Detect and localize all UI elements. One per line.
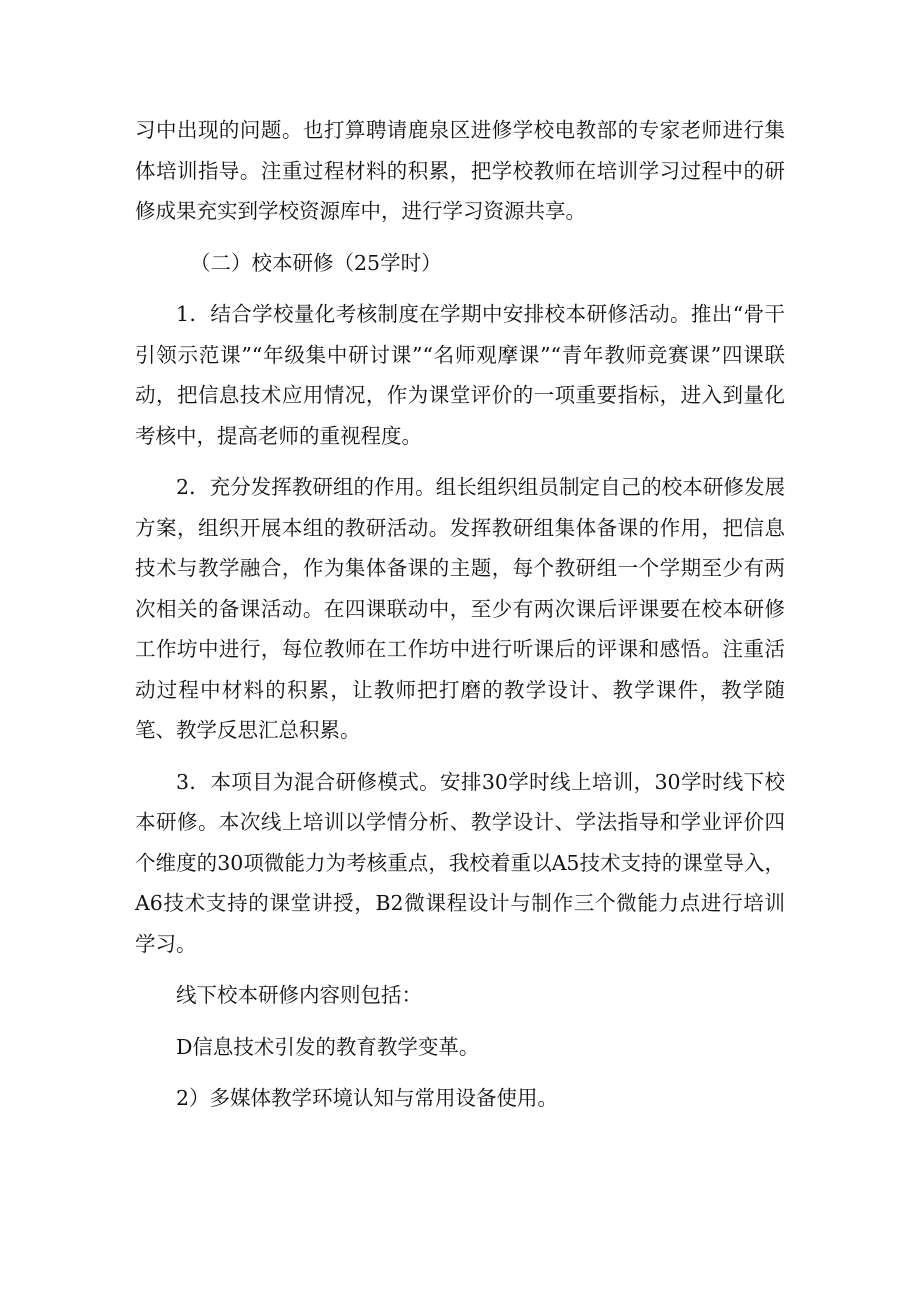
paragraph-offline-intro: 线下校本研修内容则包括： (176, 983, 422, 1007)
list-item-2: 2）多媒体教学环境认知与常用设备使用。 (176, 1086, 559, 1110)
paragraph-item-1: 1．结合学校量化考核制度在学期中安排校本研修活动。推出“骨干引领示范课”“年级集中研讨课”“名师观摩课”“青年教师竞赛课”四课联动，把信息技术应用情况，作为课堂评价的一项重要指标，进入到量化考核中，提高老师的重视程度。 (135, 302, 785, 448)
document-body (135, 110, 785, 1130)
list-item-1: D信息技术引发的教育教学变革。 (176, 1034, 480, 1059)
paragraph-continued: 习中出现的问题。也打算聘请鹿泉区进修学校电教部的专家老师进行集体培训指导。注重过程材料的积累，把学校教师在培训学习过程中的研修成果充实到学校资源库中，进行学习资源共享。 (135, 118, 785, 223)
paragraph-item-3: 3．本项目为混合研修模式。安排30学时线上培训，30学时线下校本研修。本次线上培训以学情分析、教学设计、学法指导和学业评价四个维度的30项微能力为考核重点，我校着重以A5技术支持的课堂导入，A6技术支持的课堂讲授，B2微课程设计与制作三个微能力点进行培训学习。 (135, 769, 785, 956)
paragraph-item-2: 2．充分发挥教研组的作用。组长组织组员制定自己的校本研修发展方案，组织开展本组的教研活动。发挥教研组集体备课的作用，把信息技术与教学融合，作为集体备课的主题，每个教研组一个学期至少有两次相关的备课活动。在四课联动中，至少有两次课后评课要在校本研修工作坊中进行，每位教师在工作坊中进行听课后的评课和感悟。注重活动过程中材料的积累，让教师把打磨的教学设计、教学课件，教学随笔、教学反思汇总积累。 (135, 475, 785, 742)
section-heading: （二）校本研修（25学时） (190, 250, 442, 275)
